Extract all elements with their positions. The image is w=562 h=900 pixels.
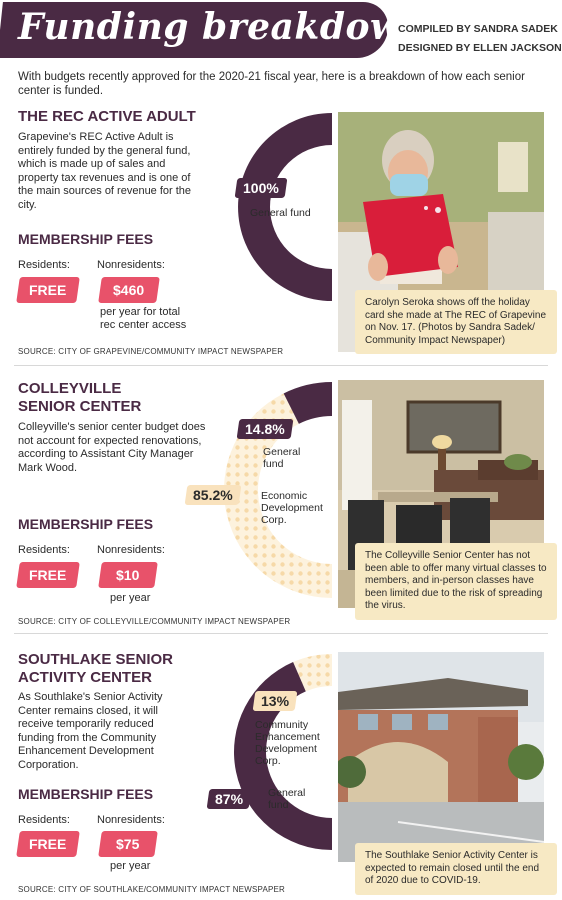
section-3-slice-cedc-pct: 13%: [253, 691, 298, 711]
section-2-residents-fee: FREE: [16, 562, 80, 588]
section-2-fee-note: per year: [110, 592, 151, 604]
section-2-slice-edc-pct: 85.2%: [185, 485, 242, 505]
section-2-slice-general-fund-label: General fund: [263, 446, 301, 470]
section-2-slice-general-fund-pct: 14.8%: [237, 419, 294, 439]
designed-by: DESIGNED BY ELLEN JACKSON: [398, 42, 562, 54]
building-exterior-photo: [338, 652, 544, 862]
section-2-title: COLLEYVILLE SENIOR CENTER: [18, 380, 142, 415]
section-2-description: Colleyville's senior center budget does not account for expected renovations, according to Assistant City Manager Mark Wood.: [18, 421, 206, 474]
section-1-nonresidents-fee: $460: [98, 277, 160, 303]
section-2-nonresidents-fee: $10: [98, 562, 158, 588]
credits: [398, 20, 562, 58]
section-1-description: Grapevine's REC Active Adult is entirely funded by the general fund, which is made up of sales and property tax revenues and is one of the main sources of revenue for the city.: [18, 131, 192, 211]
section-3-residents-label: Residents:: [18, 814, 70, 826]
section-1-nonresidents-label: Nonresidents:: [97, 259, 165, 271]
section-1-residents-label: Residents:: [18, 259, 70, 271]
section-1-slice-general-fund-pct: 100%: [235, 178, 288, 198]
section-3-caption: The Southlake Senior Activity Center is expected to remain closed until the end of 2020 due to COVID-19.: [355, 843, 557, 895]
section-3-slice-general-fund-pct: 87%: [207, 789, 252, 809]
section-2-slice-edc-label: Economic Development Corp.: [261, 490, 323, 526]
section-2-fees-title: MEMBERSHIP FEES: [18, 516, 154, 532]
section-3-nonresidents-fee: $75: [98, 831, 158, 857]
intro-text: With budgets recently approved for the 2020-21 fiscal year, here is a breakdown of how each senior center is funded.: [18, 71, 525, 97]
divider: [14, 365, 548, 366]
section-1-caption: Carolyn Seroka shows off the holiday card she made at The REC of Grapevine on Nov. 17. (Photos by Sandra Sadek/ Community Impact Newspaper): [355, 290, 557, 354]
section-2-source: SOURCE: CITY OF COLLEYVILLE/COMMUNITY IMPACT NEWSPAPER: [18, 617, 291, 626]
section-2-nonresidents-label: Nonresidents:: [97, 544, 165, 556]
section-3-nonresidents-label: Nonresidents:: [97, 814, 165, 826]
divider: [14, 633, 548, 634]
section-3-title: SOUTHLAKE SENIOR ACTIVITY CENTER: [18, 651, 174, 686]
compiled-by: COMPILED BY SANDRA SADEK: [398, 23, 558, 35]
section-3-slice-cedc-label: Community Enhancement Development Corp.: [255, 719, 320, 767]
section-3-source: SOURCE: CITY OF SOUTHLAKE/COMMUNITY IMPACT NEWSPAPER: [18, 885, 286, 894]
section-3-residents-fee: FREE: [16, 831, 80, 857]
section-1-source: SOURCE: CITY OF GRAPEVINE/COMMUNITY IMPACT NEWSPAPER: [18, 347, 284, 356]
section-3-description: As Southlake's Senior Activity Center remains closed, it will receive temporarily reduced funding from the Community Enhancement Development Corporation.: [18, 691, 163, 771]
page-title: Funding breakdown: [18, 6, 429, 48]
section-3-fees-title: MEMBERSHIP FEES: [18, 786, 154, 802]
section-3-slice-general-fund-label: General fund: [268, 787, 306, 811]
section-3-fee-note: per year: [110, 860, 151, 872]
section-1-fee-note: per year for total rec center access: [100, 306, 187, 331]
section-1-fees-title: MEMBERSHIP FEES: [18, 231, 154, 247]
section-1-residents-fee: FREE: [16, 277, 80, 303]
section-2-residents-label: Residents:: [18, 544, 70, 556]
section-1-slice-general-fund-label: General fund: [250, 207, 311, 219]
section-2-caption: The Colleyville Senior Center has not been able to offer many virtual classes to members, and in-person classes have been limited due to the risk of spreading the virus.: [355, 543, 557, 620]
section-1-title: THE REC ACTIVE ADULT: [18, 108, 196, 125]
